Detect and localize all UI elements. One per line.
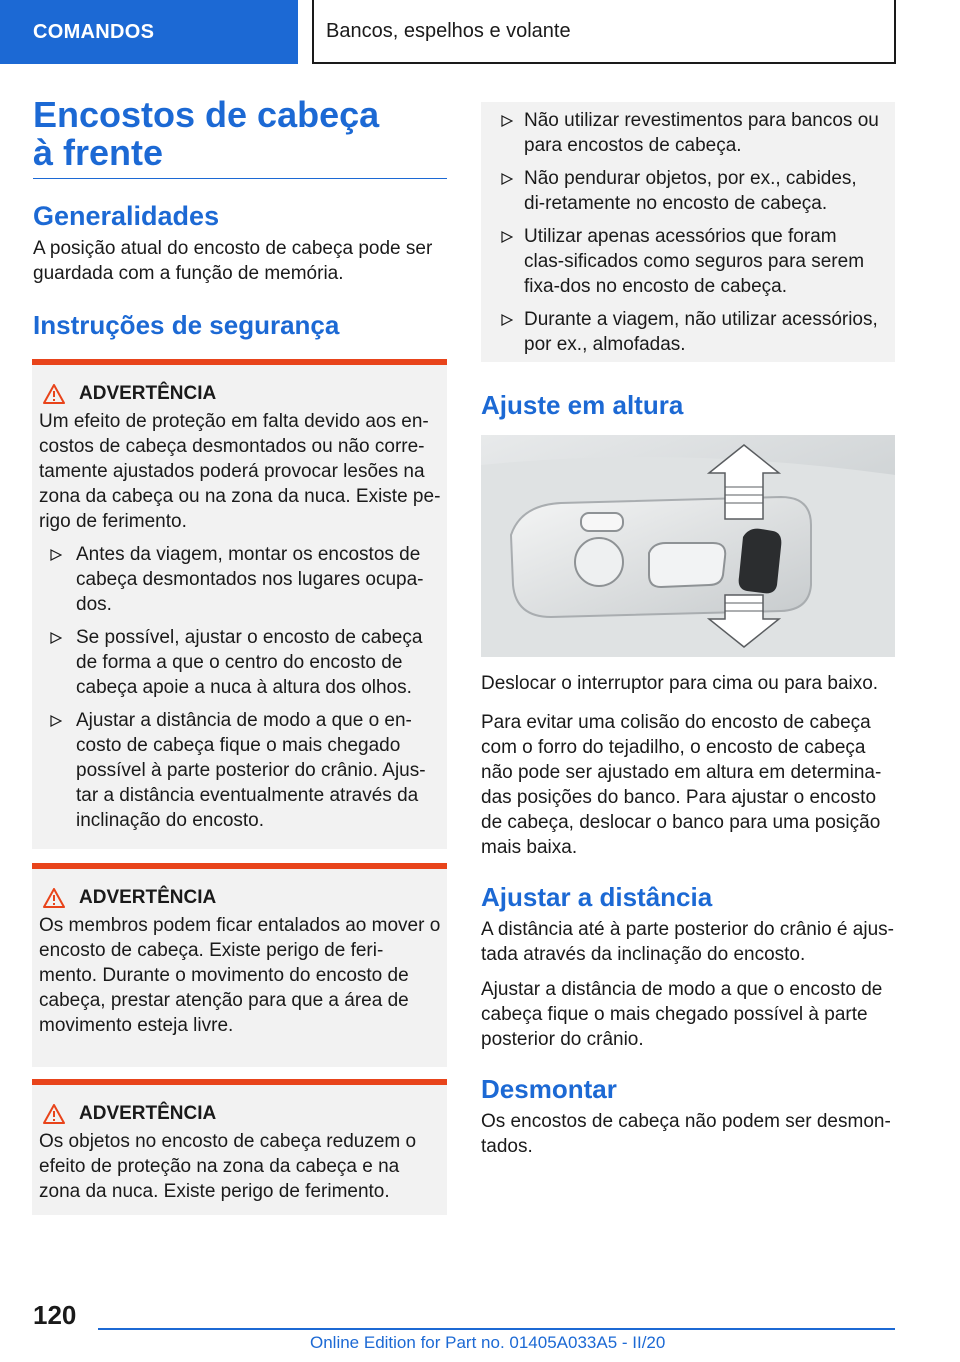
warning-triangle-icon [43,888,65,908]
warning-title-1 [39,383,441,405]
warning-title-text-2: ADVERTÊNCIA [79,887,217,908]
triangle-bullet-icon [501,314,513,326]
left-column [33,96,447,1215]
warning-triangle-icon [43,384,65,404]
seat-switch-photo [481,435,895,657]
list-item-text: Não pendurar objetos, por ex., cabides, di-retamente no encosto de cabeça. [524,168,857,214]
footer-edition: Online Edition for Part no. 01405A033A5 - II/20 [310,1333,666,1352]
right-column [481,102,895,1159]
remove-text: Os encostos de cabeça não podem ser desmon-tados. [481,1111,891,1157]
list-item [39,625,441,700]
chapter-label: Bancos, espelhos e volante [326,19,571,42]
warning-triangle-icon [43,1104,65,1124]
triangle-bullet-icon [50,549,62,561]
general-heading: Generalidades [33,201,220,231]
list-item-text: Se possível, ajustar o encosto de cabeça de forma a que o centro do encosto de cabeça apoie a nuca à altura dos olhos. [76,627,423,698]
list-item-text: Durante a viagem, não utilizar acessórios, por ex., almofadas. [524,309,878,355]
distance-text-2: Ajustar a distância de modo a que o encosto de cabeça fique o mais chegado possível à parte posterior do crânio. [481,979,883,1050]
list-item-text: Utilizar apenas acessórios que foram clas-sificados como seguros para serem fixa-dos no encosto de cabeça. [524,226,865,297]
general-text: A posição atual do encosto de cabeça pode ser guardada com a função de memória. [33,238,433,284]
warning-list-1 [39,542,441,833]
safety-heading: Instruções de segurança [33,310,340,340]
triangle-bullet-icon [50,632,62,644]
chapter-tab [312,0,896,64]
triangle-bullet-icon [501,115,513,127]
list-item-text: Antes da viagem, montar os encostos de cabeça desmontados nos lugares ocupa-dos. [76,544,424,615]
list-item [483,166,881,216]
list-item [483,307,881,357]
warning-title-3 [39,1103,441,1125]
triangle-bullet-icon [501,173,513,185]
warning-title-2 [39,887,441,909]
footer-rule [98,1328,895,1330]
warning-text-1: Um efeito de proteção em falta devido aos en-costos de cabeça desmontados ou não corre-tamente ajustados poderá provocar lesões na zona da cabeça ou na zona da nuca. Existe pe-rigo de ferimento. [39,411,441,532]
warning-title-text-3: ADVERTÊNCIA [79,1103,217,1124]
warning-title-text-1: ADVERTÊNCIA [79,383,217,404]
list-item [39,542,441,617]
section-tab [0,0,298,64]
warning-box-2 [32,863,447,1067]
section-label: COMANDOS [33,20,155,43]
list-item [483,108,881,158]
distance-heading: Ajustar a distância [481,882,713,912]
warning-text-2: Os membros podem ficar entalados ao mover o encosto de cabeça. Existe perigo de feri-mento. Durante o movimento do encosto de cabeça, prestar atenção para que a área de movimento esteja livre. [39,915,441,1036]
height-caption: Deslocar o interruptor para cima ou para baixo. [481,673,879,694]
warning-box-3 [32,1079,447,1215]
distance-text-1: A distância até à parte posterior do crânio é ajus-tada através da inclinação do encosto. [481,919,894,965]
warning-box-1 [32,359,447,849]
page-title: Encostos de cabeça à frente [33,96,447,179]
page-number: 120 [33,1300,77,1330]
warning-text-3: Os objetos no encosto de cabeça reduzem o efeito de proteção na zona da cabeça e na zona da nuca. Existe perigo de ferimento. [39,1131,417,1202]
seat-switch-illustration [481,435,895,657]
list-item-text: Não utilizar revestimentos para bancos ou para encostos de cabeça. [524,110,879,156]
continued-list [483,108,881,357]
list-item [39,708,441,833]
triangle-bullet-icon [50,715,62,727]
list-item-text: Ajustar a distância de modo a que o en-costo de cabeça fique o mais chegado possível à parte posterior do crânio. Ajus-tar a distância eventualmente através da inclinação do encosto. [76,710,426,831]
continued-warning-box [481,102,895,362]
list-item [483,224,881,299]
height-text: Para evitar uma colisão do encosto de cabeça com o forro do tejadilho, o encosto de cabeça não pode ser ajustado em altura em determina-das posições do banco. Para ajustar o encosto de cabeça, deslocar o banco para uma posição mais baixa. [481,712,882,858]
triangle-bullet-icon [501,231,513,243]
remove-heading: Desmontar [481,1074,617,1104]
height-heading: Ajuste em altura [481,390,684,420]
